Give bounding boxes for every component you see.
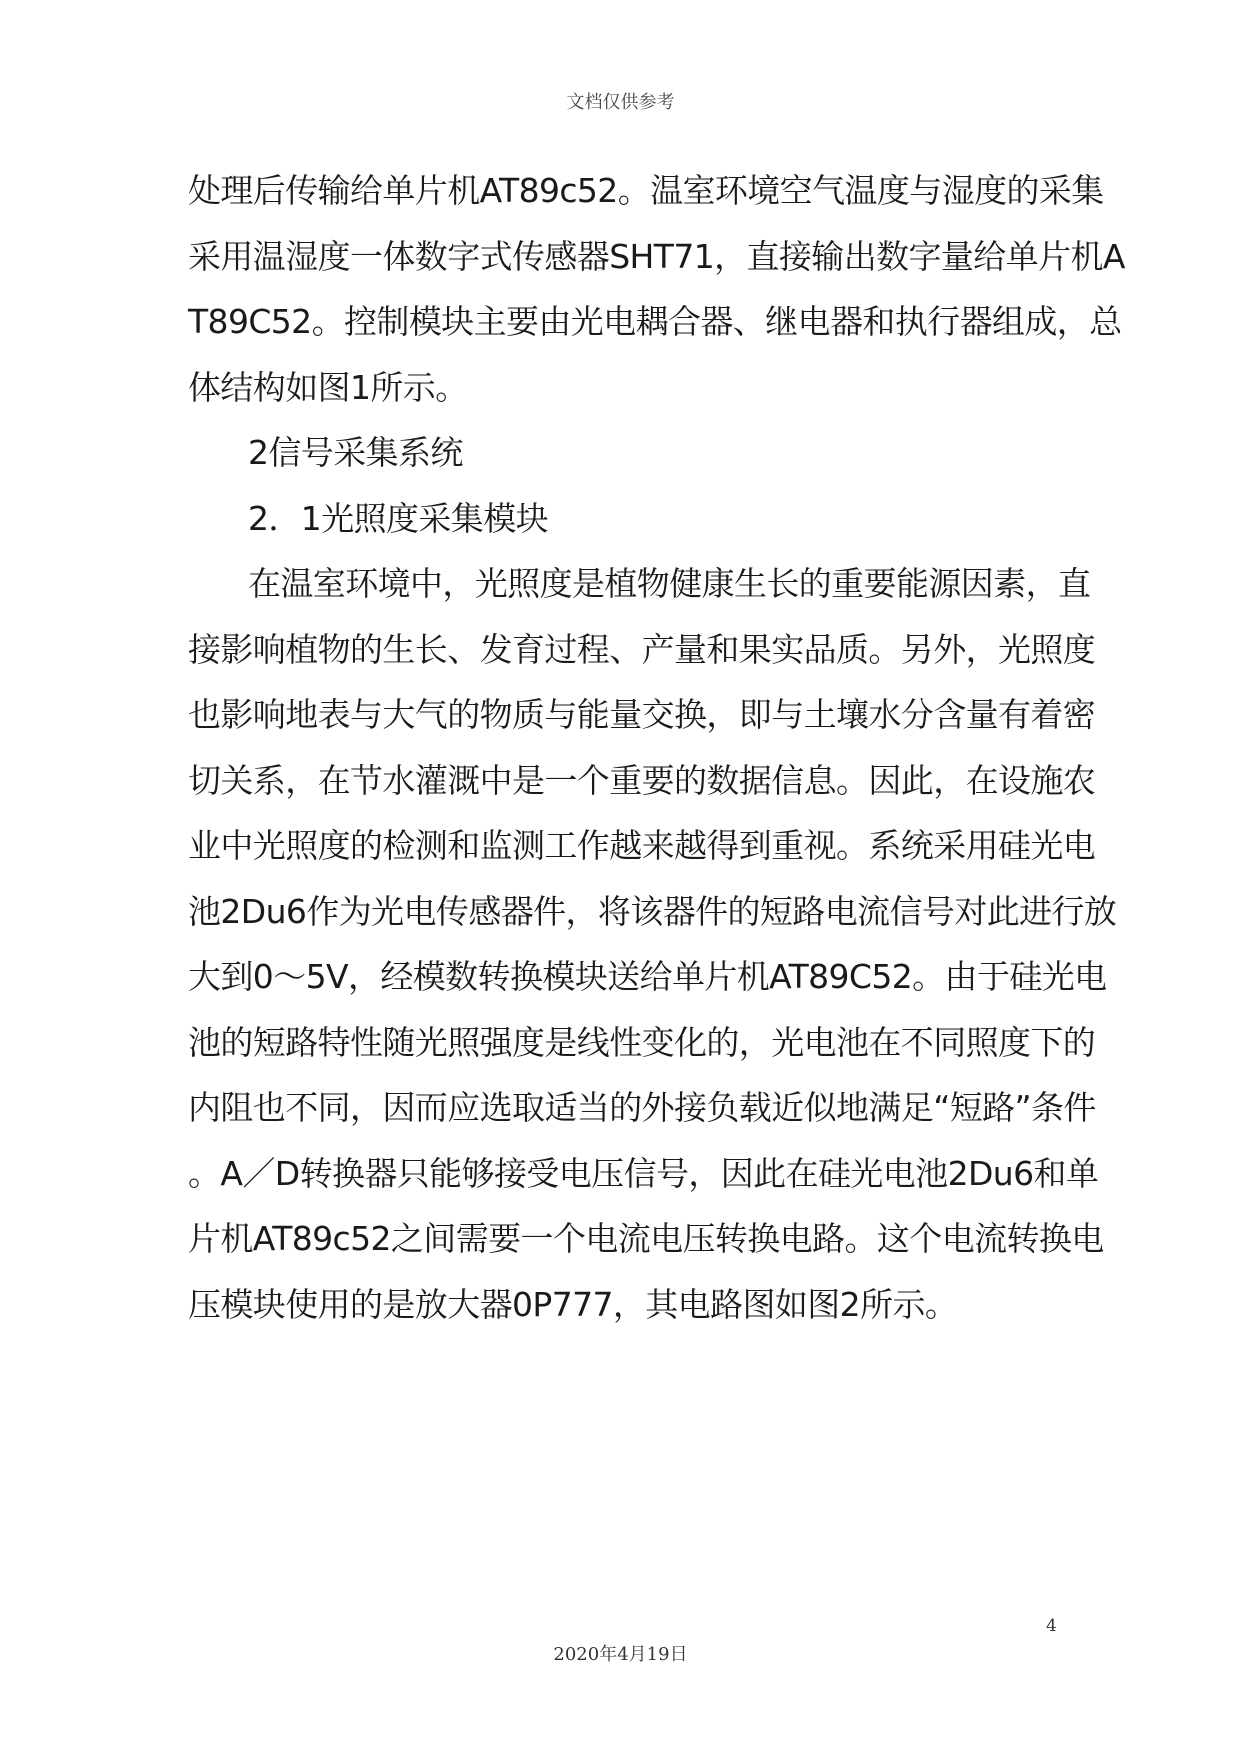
paragraph-line: 在温室环境中，光照度是植物健康生长的重要能源因素，直: [248, 564, 1091, 603]
paragraph-line: 业中光照度的检测和监测工作越来越得到重视。系统采用硅光电: [188, 826, 1096, 865]
paragraph-line: 采用温湿度一体数字式传感器SHT71，直接输出数字量给单片机A: [188, 236, 1125, 276]
paragraph-line: T89C52。控制模块主要由光电耦合器、继电器和执行器组成，总: [188, 302, 1122, 341]
paragraph-line: 切关系，在节水灌溉中是一个重要的数据信息。因此，在设施农: [188, 760, 1096, 800]
page-header: 文档仅供参考: [566, 92, 675, 113]
paragraph-line: 接影响植物的生长、发育过程、产量和果实品质。另外，光照度: [188, 629, 1096, 669]
document-body: [188, 158, 1125, 1337]
paragraph-line: 体结构如图1所示。: [188, 367, 468, 407]
paragraph-line: 。A／D转换器只能够接受电压信号，因此在硅光电池2Du6和单: [188, 1153, 1099, 1193]
paragraph-line: 也影响地表与大气的物质与能量交换，即与土壤水分含量有着密: [188, 695, 1096, 734]
paragraph-line: 池的短路特性随光照强度是线性变化的，光电池在不同照度下的: [188, 1022, 1096, 1062]
paragraph-line: 池2Du6作为光电传感器件，将该器件的短路电流信号对此进行放: [188, 891, 1117, 931]
paragraph-line: 片机AT89c52之间需要一个电流电压转换电路。这个电流转换电: [188, 1219, 1104, 1258]
subsection-heading: 2．1光照度采集模块: [248, 498, 548, 538]
page-number: 4: [1046, 1616, 1057, 1636]
paragraph-line: 压模块使用的是放大器0P777，其电路图如图2所示。: [188, 1284, 958, 1324]
paragraph-line: 内阻也不同，因而应选取适当的外接负载近似地满足“短路”条件: [188, 1088, 1096, 1127]
paragraph-line: 处理后传输给单片机AT89c52。温室环境空气温度与湿度的采集: [188, 171, 1104, 210]
paragraph-line: 大到0～5V，经模数转换模块送给单片机AT89C52。由于硅光电: [188, 957, 1107, 996]
section-heading: 2信号采集系统: [248, 433, 463, 472]
page-footer-date: 2020年4月19日: [553, 1644, 688, 1665]
